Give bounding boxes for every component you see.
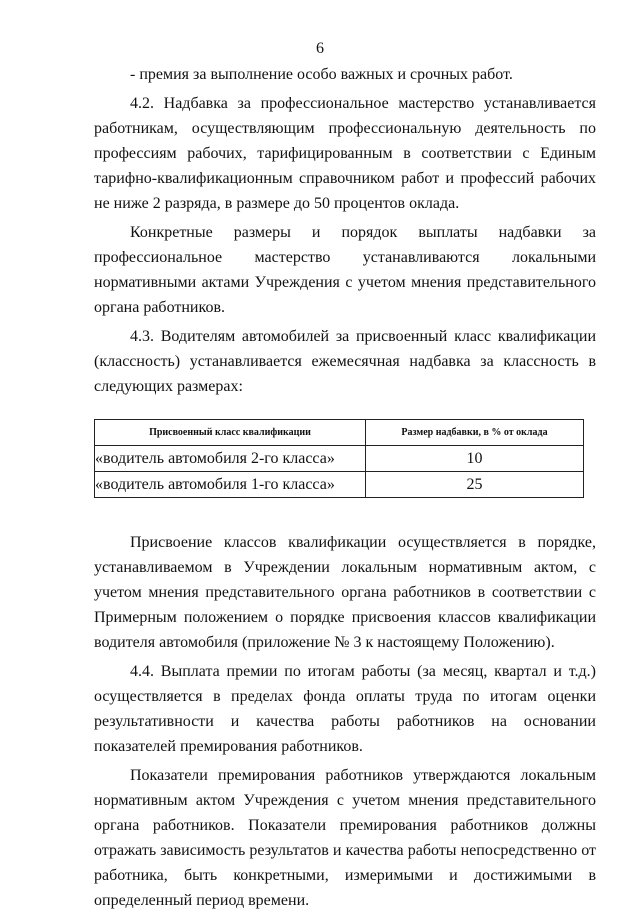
table-row (95, 446, 584, 472)
paragraph-indicators: Показатели премирования работников утверждаются локальным нормативным актом Учреждения с учетом мнения представительного органа работников. Показатели премирования работников должны отражать зависимость результатов и качества работы непосредственно от работника, быть конкретными, измеримыми и достижимыми в определенный период времени. (94, 767, 596, 909)
paragraph-4-2: 4.2. Надбавка за профессиональное мастерство устанавливается работникам, осуществляющим профессиональную деятельность по профессиям рабочих, тарифицированным в соответствии с Единым тарифно-квалификационным справочником работ и профессий рабочих не ниже 2 разряда, в размере до 50 процентов оклада. (94, 95, 596, 212)
table-row (95, 472, 584, 498)
table-header-row (95, 420, 584, 446)
qualification-table (94, 419, 584, 498)
document-body (94, 62, 596, 917)
table-cell-value: 10 (366, 446, 584, 472)
after-table-section (94, 530, 596, 913)
paragraph-specific-sizes: Конкретные размеры и порядок выплаты надбавки за профессиональное мастерство устанавливаются локальными нормативными актами Учреждения с учетом мнения представительного органа работников. (94, 224, 596, 316)
table-cell-value: 25 (366, 472, 584, 498)
table-header-class: Присвоенный класс квалификации (95, 420, 366, 446)
table-cell-class: «водитель автомобиля 2-го класса» (95, 446, 366, 472)
table-header-size: Размер надбавки, в % от оклада (366, 420, 584, 446)
paragraph-bonus-urgent: - премия за выполнение особо важных и срочных работ. (130, 66, 513, 83)
page-number: 6 (316, 40, 324, 57)
paragraph-4-4: 4.4. Выплата премии по итогам работы (за месяц, квартал и т.д.) осуществляется в пределах фонда оплаты труда по итогам оценки результативности и качества работы работников на основании показателей премирования работников. (94, 663, 596, 755)
paragraph-4-3: 4.3. Водителям автомобилей за присвоенный класс квалификации (классность) устанавливается ежемесячная надбавка за классность в следующих размерах: (94, 328, 596, 395)
table-cell-class: «водитель автомобиля 1-го класса» (95, 472, 366, 498)
paragraph-class-assignment: Присвоение классов квалификации осуществляется в порядке, устанавливаемом в Учреждении локальным нормативным актом, с учетом мнения представительного органа работников в соответствии с Примерным положением о порядке присвоения классов квалификации водителя автомобиля (приложение № 3 к настоящему Положению). (94, 534, 596, 651)
